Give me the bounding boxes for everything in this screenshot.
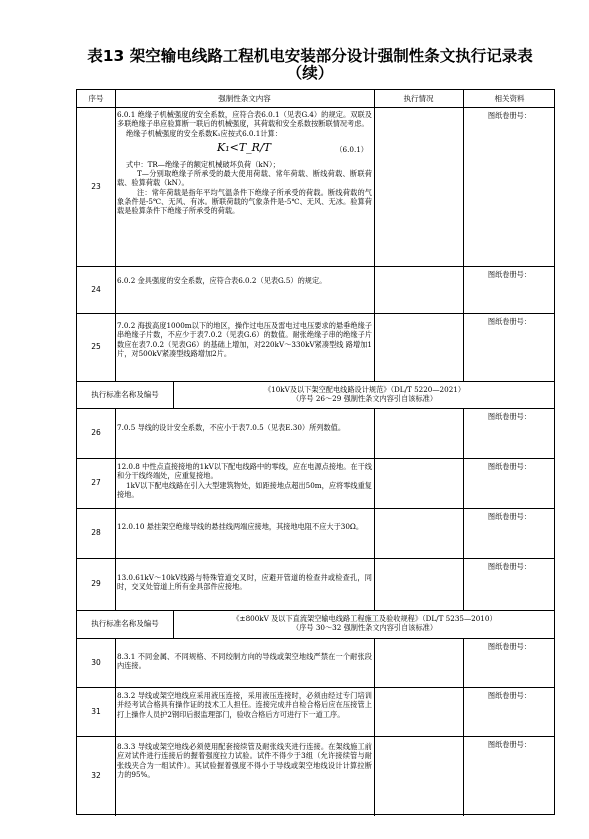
col-divider	[374, 408, 375, 610]
clause-paragraph: 式中：TR—绝缘子的额定机械破坏负荷（kN）；	[126, 159, 280, 169]
clause-content	[115, 558, 374, 610]
standard-scope: （序号 30～32 强制性条文内容引自该标准）	[291, 623, 438, 633]
row-number: 30	[91, 657, 101, 667]
clause-content	[115, 313, 374, 381]
subtitle-line: （续）	[286, 64, 334, 82]
drawing-volume-label: 图纸卷册号：	[487, 642, 532, 651]
clause-content	[115, 736, 374, 816]
clause-paragraph: 8.3.3 导线或架空地线必须使用配套接续管及耐张线夹进行连接。在架线施工前应对试件进行连接后的握着强度拉力试验。试件不得少于3组（允许接续管与耐张线夹合为一组试件）。其试验握着强度不得小于导线或架空地线设计计算拉断力的95%。	[117, 742, 372, 779]
clause-content	[115, 266, 374, 313]
row-number: 29	[91, 579, 101, 589]
header-seq: 序号	[88, 93, 104, 103]
standard-name	[173, 610, 556, 638]
drawing-volume-label: 图纸卷册号：	[487, 317, 532, 326]
clause-paragraph: 6.0.2 金具强度的安全系数，应符合表6.0.2（见表G.5）的规定。	[117, 276, 327, 285]
clause-paragraph: 绝缘子机械强度的安全系数K₁应按式6.0.1计算：	[126, 128, 282, 138]
row-number: 28	[91, 528, 101, 538]
formula-number: （6.0.1）	[335, 144, 368, 154]
record-table	[76, 89, 555, 815]
drawing-volume-label: 图纸卷册号：	[487, 270, 532, 279]
row-number: 23	[91, 181, 101, 191]
standard-scope: （序号 26～29 强制性条文内容引自该标准）	[291, 394, 438, 404]
drawing-volume-label: 图纸卷册号：	[487, 412, 532, 421]
clause-content	[115, 687, 374, 736]
row-number: 24	[91, 284, 101, 294]
drawing-volume-label: 图纸卷册号：	[487, 562, 532, 571]
col-divider	[374, 90, 375, 381]
clause-paragraph: 7.0.5 导线的设计安全系数，不应小于表7.0.5（见表E.30）所列数值。	[117, 423, 346, 432]
clause-paragraph: 12.0.10 悬挂架空绝缘导线的悬挂线两端应接地，其接地电阻不应大于30Ω。	[117, 522, 364, 531]
drawing-volume-label: 图纸卷册号：	[487, 111, 532, 120]
clause-content	[115, 638, 374, 687]
clause-paragraph: 12.0.8 中性点直接接地的1kV以下配电线路中的零线，应在电源点接地。在干线和分干线终端处，应重复接地。	[117, 462, 372, 481]
row-number: 32	[91, 771, 101, 781]
drawing-volume-label: 图纸卷册号：	[487, 462, 532, 471]
header-ref: 相关资料	[494, 93, 525, 103]
header-status: 执行情况	[403, 93, 434, 103]
formula: K₁<T_R/T	[217, 140, 272, 154]
clause-paragraph: 8.3.2 导线或架空地线应采用液压连接，采用液压连接时，必须由经过专门培训并经考试合格具有操作证的技术工人担任。连接完成并自检合格后应在压接管上打上操作人员护2钢印后报监理部门，验收合格后方可进行下一道工序。	[117, 691, 372, 719]
clause-content	[115, 107, 374, 266]
drawing-volume-label: 图纸卷册号：	[487, 740, 532, 749]
standard-title: 《±800kV 及以下直流架空输电线路工程施工及验收规程》（DL/T 5235—2010）	[232, 614, 497, 623]
clause-paragraph: T—分别取绝缘子所承受的最大使用荷载、常年荷载、断线荷载、断联荷载、验算荷载（kN）。	[117, 169, 372, 188]
row-number: 27	[91, 478, 101, 488]
col-divider	[374, 638, 375, 816]
drawing-volume-label: 图纸卷册号：	[487, 512, 532, 521]
clause-paragraph: 13.0.61kV～10kV线路与特殊管道交叉时，应避开管道的检查井或检查孔，同时，交叉处管道上所有金具部件应接地。	[117, 573, 372, 592]
clause-paragraph: 7.0.2 海拔高度1000m以下的地区，操作过电压及雷电过电压要求的悬垂绝缘子串绝缘子片数，不应少于表7.0.2（见表G.6）的数值。耐张绝缘子串的绝缘子片数应在表7.0.2（见表G6）的基础上增加，对220kV～330kV紧凑型线 路增加1片，对500kV紧凑型线路增加2片。	[117, 321, 372, 358]
row-number: 25	[91, 342, 101, 352]
standard-label: 执行标准名称及编号	[91, 619, 159, 629]
standard-name	[173, 381, 556, 408]
drawing-volume-label: 图纸卷册号：	[487, 691, 532, 700]
clause-paragraph: 8.3.1 不同金属、不同规格、不同绞制方向的导线或架空地线严禁在一个耐张段内连接。	[117, 652, 372, 671]
clause-paragraph: 6.0.1 绝缘子机械强度的安全系数，应符合表6.0.1（见表G.4）的规定。双联及多联绝缘子串应验算断一联后的机械强度，其荷载和安全系数按断联情况考虑。	[117, 110, 372, 129]
row-number: 26	[91, 428, 101, 438]
standard-title: 《10kV及以下架空配电线路设计规范》（DL/T 5220—2021）	[263, 385, 466, 394]
clause-note: 注：常年荷载是指年平均气温条件下绝缘子所承受的荷载。断线荷载的气象条件是-5℃、无风、有冰。断联荷载的气象条件是-5℃、无风、无冰。验算荷载是验算条件下绝缘子所承受的荷载。	[117, 187, 372, 216]
clause-paragraph: 1kV以下配电线路在引入大型建筑物处，如距接地点超出50m，应将零线重复接地。	[117, 480, 372, 499]
clause-content	[115, 458, 374, 508]
clause-content	[115, 508, 374, 558]
formula-block	[117, 138, 372, 160]
header-content: 强制性条文内容	[218, 93, 271, 103]
clause-content	[115, 408, 374, 458]
page-title	[60, 48, 560, 82]
title-line: 表13 架空输电线路工程机电安装部分设计强制性条文执行记录表	[87, 47, 533, 65]
row-number: 31	[91, 706, 101, 716]
standard-label: 执行标准名称及编号	[91, 389, 159, 399]
